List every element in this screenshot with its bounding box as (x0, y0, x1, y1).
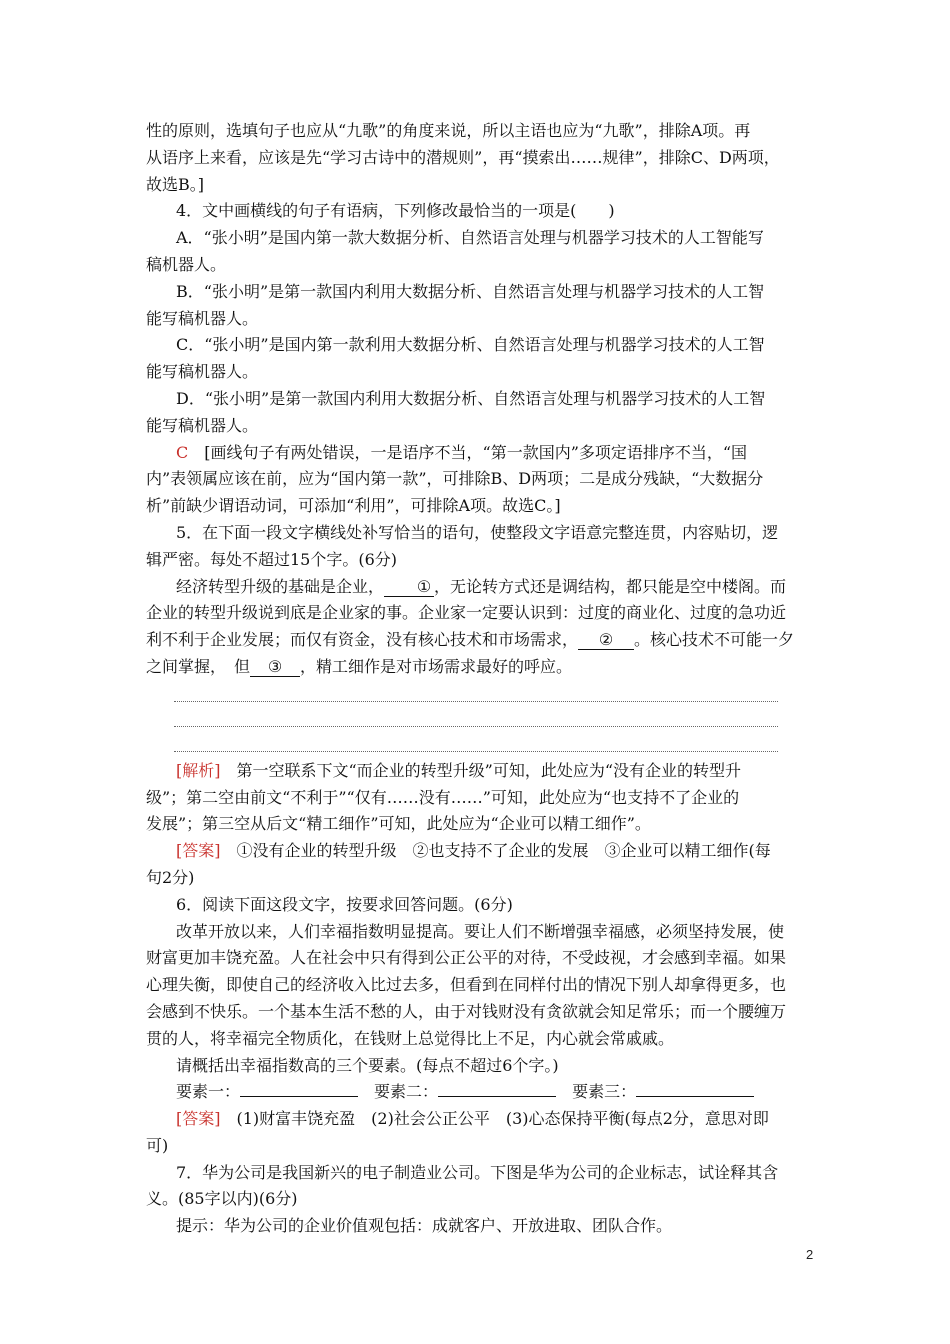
q6-answer-line: 可) (146, 1135, 169, 1155)
q7-stem: 7．华为公司是我国新兴的电子制造业公司。下图是华为公司的企业标志，试诠释其含 (176, 1162, 779, 1182)
q3-explanation-line: 故选B。] (146, 174, 205, 194)
analysis-text: 第一空联系下文“而企业的转型升级”可知，此处应为“没有企业的转型升 (220, 760, 742, 780)
blank-1: ① (384, 578, 434, 597)
q4-option-d-cont: 能写稿机器人。 (146, 415, 259, 435)
blank-2: ② (578, 631, 634, 650)
passage-text: 经济转型升级的基础是企业， (176, 576, 385, 596)
factor-3-field[interactable] (636, 1082, 754, 1097)
q4-explanation-text: [画线句子有两处错误，一是语序不当，“第一款国内”多项定语排序不当，“国 (204, 442, 748, 462)
answer-label: [答案] (176, 1109, 221, 1129)
q6-ask: 请概括出幸福指数高的三个要素。(每点不超过6个字。) (176, 1055, 559, 1075)
passage-text: ，无论转方式还是调结构，都只能是空中楼阁。而 (434, 576, 787, 596)
q7-hint: 提示：华为公司的企业价值观包括：成就客户、开放进取、团队合作。 (176, 1216, 673, 1236)
q6-answer (146, 1106, 796, 1133)
factor-1-field[interactable] (240, 1082, 358, 1097)
q5-analysis (146, 758, 796, 785)
q6-passage-line: 改革开放以来，人们幸福指数明显提高。要让人们不断增强幸福感，必须坚持发展，使 (176, 921, 785, 941)
q4-option-c-cont: 能写稿机器人。 (146, 362, 259, 382)
answer-text: (1)财富丰饶充盈 (2)社会公正公平 (3)心态保持平衡(每点2分，意思对即 (220, 1109, 769, 1129)
q5-analysis-line: 发展”；第三空从后文“精工细作”可知，此处应为“企业可以精工细作”。 (146, 814, 651, 834)
q5-analysis-line: 级”；第二空由前文“不利于”“仅有……没有……”可知，此处应为“也支持不了企业的 (146, 787, 740, 807)
q6-factors (146, 1079, 796, 1106)
q3-explanation-line: 从语序上来看，应该是先“学习古诗中的潜规则”，再“摸索出……规律”，排除C、D两项， (146, 147, 780, 167)
q5-passage-line: 企业的转型升级说到底是企业家的事。企业家一定要认识到：过度的商业化、过度的急功近 (146, 603, 787, 623)
q3-explanation-line: 性的原则，选填句子也应从“九歌”的角度来说，所以主语也应为“九歌”，排除A项。再 (146, 121, 751, 140)
q7-stem-cont: 义。(85字以内)(6分) (146, 1189, 298, 1209)
factor-2-field[interactable] (438, 1082, 556, 1097)
q6-stem: 6．阅读下面这段文字，按要求回答问题。(6分) (176, 894, 513, 914)
q4-option-a-cont: 稿机器人。 (146, 254, 227, 274)
q4-answer-letter: C (176, 442, 189, 462)
q6-passage-line: 贯的人，将幸福完全物质化，在钱财上总觉得比上不足，内心就会常戚戚。 (146, 1028, 675, 1048)
factor-3-label: 要素三： (572, 1082, 637, 1102)
q5-stem: 5．在下面一段文字横线处补写恰当的语句，使整段文字语意完整连贯，内容贴切，逻 (176, 522, 779, 542)
q4-option-b-cont: 能写稿机器人。 (146, 308, 259, 328)
q6-passage-line: 会感到不快乐。一个基本生活不愁的人，由于对钱财没有贪欲就会知足常乐；而一个腰缠万 (146, 1001, 787, 1021)
q4-answer-explanation (146, 440, 796, 467)
answer-label: [答案] (176, 841, 221, 861)
q4-option-a: A．“张小明”是国内第一款大数据分析、自然语言处理与机器学习技术的人工智能写 (176, 228, 764, 248)
q6-passage-line: 心理失衡，即使自己的经济收入比过去多，但看到在同样付出的情况下别人却拿得更多，也 (146, 975, 787, 995)
q4-option-c: C．“张小明”是国内第一款利用大数据分析、自然语言处理与机器学习技术的人工智 (176, 335, 765, 355)
passage-text: ，精工细作是对市场需求最好的呼应。 (300, 656, 573, 676)
page-number: 2 (806, 1247, 814, 1262)
q5-stem-cont: 辑严密。每处不超过15个字。(6分) (146, 549, 398, 569)
factor-1-label: 要素一： (176, 1082, 241, 1102)
q5-passage-line (146, 654, 796, 681)
blank-3: ③ (250, 658, 300, 677)
q4-stem: 4．文中画横线的句子有语病，下列修改最恰当的一项是( ) (176, 201, 615, 221)
q4-option-b: B．“张小明”是第一款国内利用大数据分析、自然语言处理与机器学习技术的人工智 (176, 281, 765, 301)
q5-answer (146, 838, 796, 865)
q4-explanation-line: 析”前缺少谓语动词，可添加“利用”，可排除A项。故选C。] (146, 496, 561, 516)
q4-option-d: D．“张小明”是第一款国内利用大数据分析、自然语言处理与机器学习技术的人工智 (176, 388, 766, 408)
passage-text: 。核心技术不可能一夕 (634, 630, 795, 650)
q5-answer-line: 句2分) (146, 867, 195, 887)
q4-explanation-line: 内”表领属应该在前，应为“国内第一款”，可排除B、D两项；二是成分残缺，“大数据分 (146, 469, 764, 489)
analysis-label: [解析] (176, 760, 221, 780)
passage-text: 利不利于企业发展；而仅有资金，没有核心技术和市场需求， (146, 630, 579, 650)
document-page (146, 118, 796, 1240)
passage-text: 之间掌握， 但 (146, 656, 251, 676)
answer-text: ①没有企业的转型升级 ②也支持不了企业的发展 ③企业可以精工细作(每 (220, 841, 771, 861)
q6-passage-line: 财富更加丰饶充盈。人在社会中只有得到公正公平的对待，不受歧视，才会感到幸福。如果 (146, 948, 787, 968)
factor-2-label: 要素二： (374, 1082, 439, 1102)
q5-passage-line (146, 627, 796, 654)
q5-passage-line (146, 574, 796, 601)
